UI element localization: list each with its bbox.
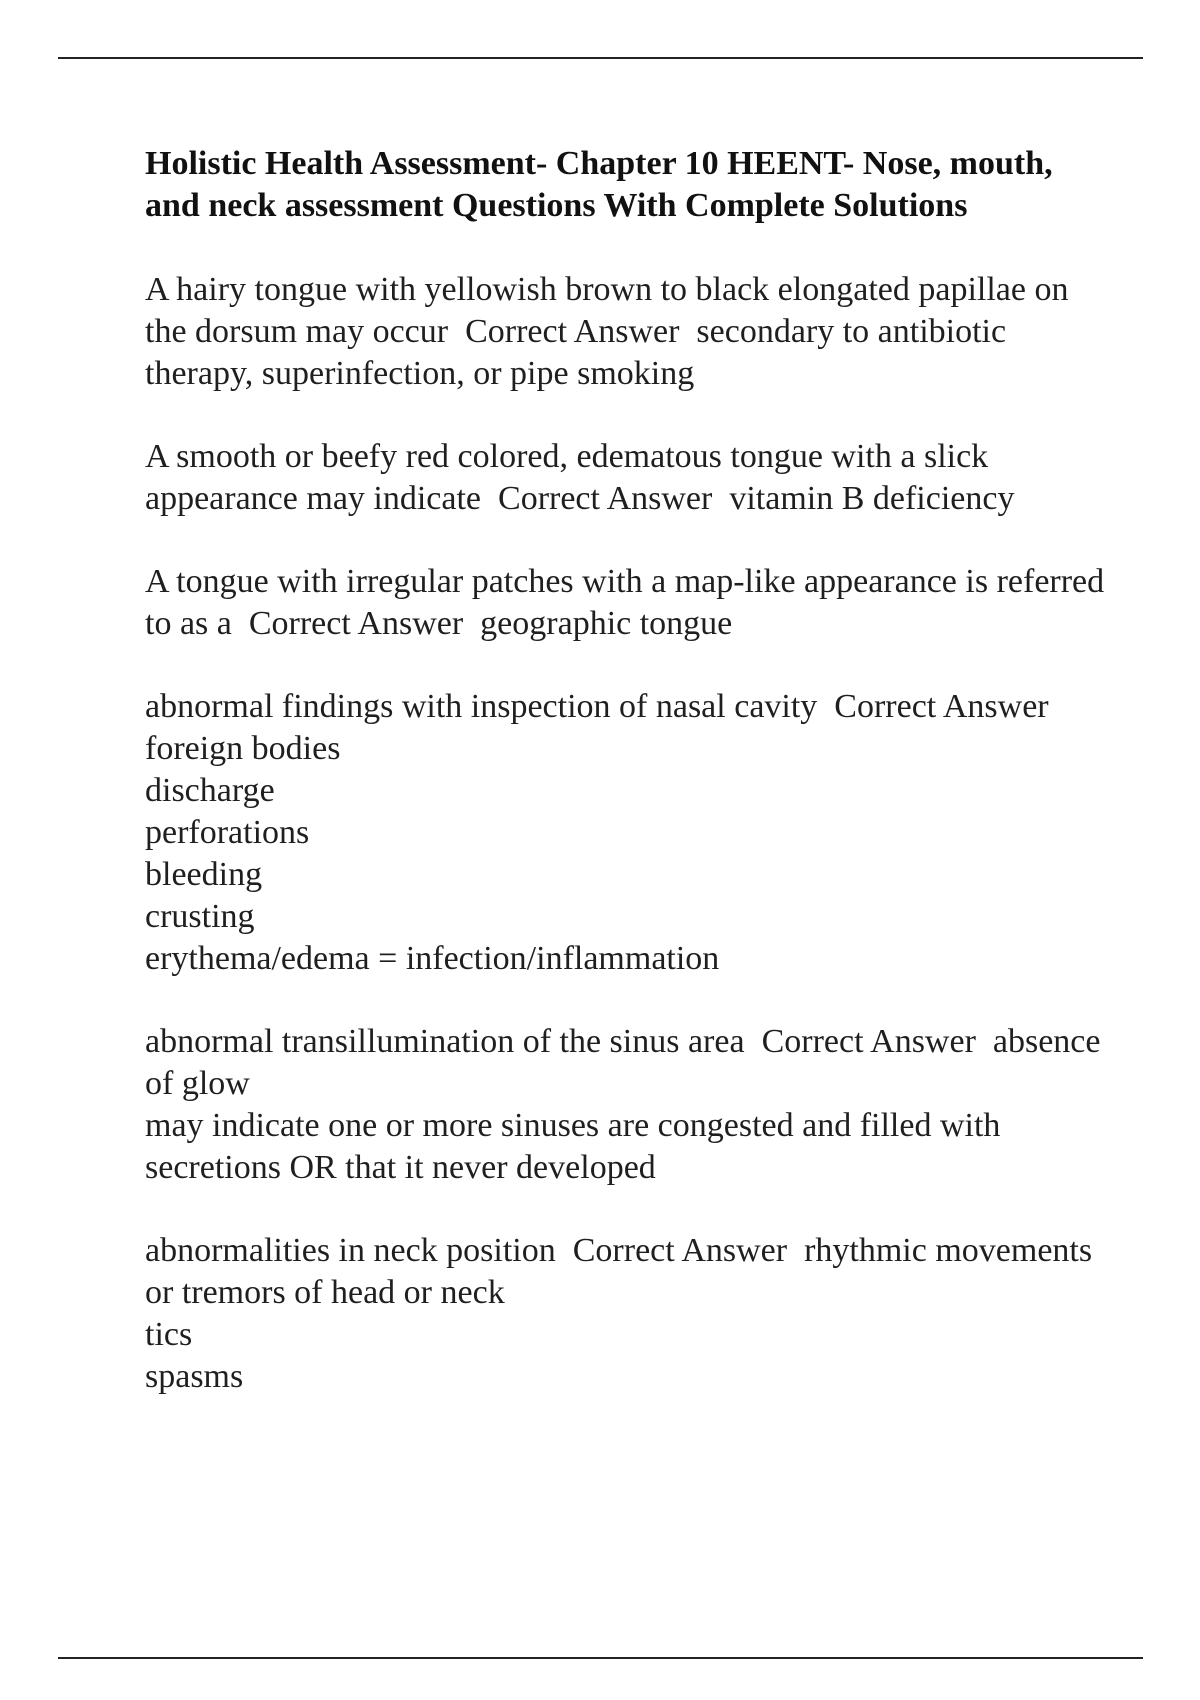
top-divider xyxy=(58,57,1143,59)
qa-entry: A hairy tongue with yellowish brown to black elongated papillae on the dorsum may occur Correct Answer secondary to antibiotic therapy, superinfection, or pipe smoking xyxy=(145,271,1077,392)
qa-entry: abnormal findings with inspection of nasal cavity Correct Answer foreign bodies discharge perforations bleeding crusting erythema/edema = infection/inflammation xyxy=(145,688,1049,977)
qa-entry: A smooth or beefy red colored, edematous tongue with a slick appearance may indicate Correct Answer vitamin B deficiency xyxy=(145,438,1015,517)
document-title: Holistic Health Assessment- Chapter 10 HEENT- Nose, mouth, and neck assessment Questions With Complete Solutions xyxy=(145,145,1053,224)
document-body xyxy=(145,143,1113,1439)
qa-entry: A tongue with irregular patches with a map-like appearance is referred to as a Correct Answer geographic tongue xyxy=(145,563,1113,642)
qa-entry: abnormal transillumination of the sinus area Correct Answer absence of glow may indicate one or more sinuses are congested and filled with secretions OR that it never developed xyxy=(145,1023,1101,1186)
bottom-divider xyxy=(58,1657,1143,1659)
qa-entry: abnormalities in neck position Correct Answer rhythmic movements or tremors of head or neck tics spasms xyxy=(145,1232,1093,1395)
